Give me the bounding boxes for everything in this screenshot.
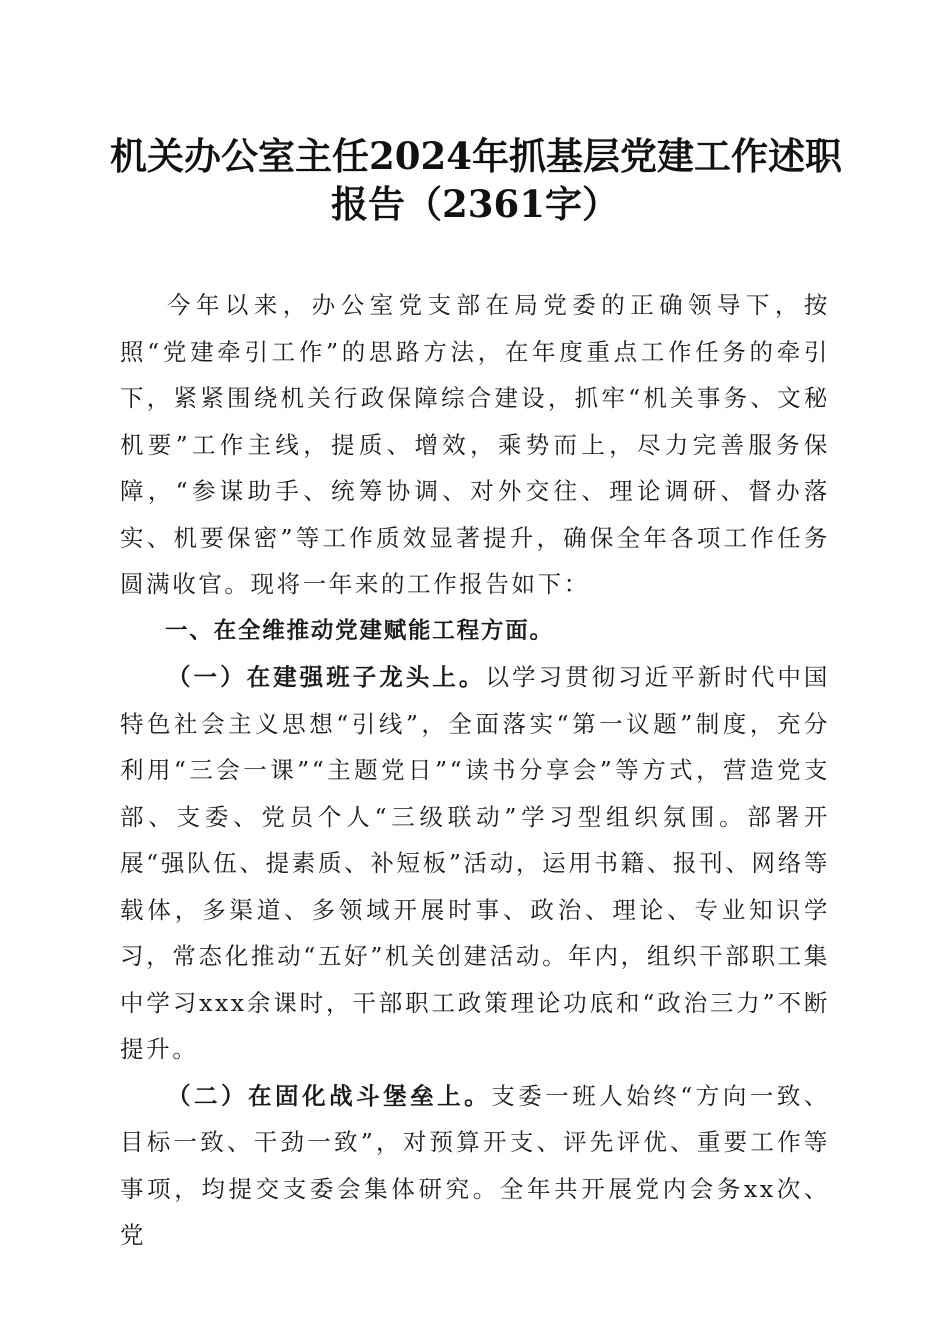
section-1-heading: 一、在全维推动党建赋能工程方面。 <box>165 617 554 644</box>
item-2-text: 支委一班人始终“方向一致、目标一致、干劲一致”，对预算开支、评先评优、重要工作等事项，均提交支委会集体研究。全年共开展党内会务xx次、党 <box>120 1081 830 1249</box>
item-1-text: 以学习贯彻习近平新时代中国特色社会主义思想“引线”，全面落实“第一议题”制度，充分利用“三会一课”“主题党日”“读书分享会”等方式，营造党支部、支委、党员个人“三级联动”学习型组织氛围。部署开展“强队伍、提素质、补短板”活动，运用书籍、报刊、网络等载体，多渠道、多领域开展时事、政治、理论、专业知识学习，常态化推动“五好”机关创建活动。年内，组织干部职工集中学习xxx余课时，干部职工政策理论功底和“政治三力”不断提升。 <box>120 663 830 1063</box>
intro-paragraph: 今年以来，办公室党支部在局党委的正确领导下，按照“党建牵引工作”的思路方法，在年度重点工作任务的牵引下，紧紧围绕机关行政保障综合建设，抓牢“机关事务、文秘机要”工作主线，提质、增效，乘势而上，尽力完善服务保障，“参谋助手、统筹协调、对外交往、理论调研、督办落实、机要保密”等工作质效显著提升，确保全年各项工作任务圆满收官。现将一年来的工作报告如下： <box>120 291 830 598</box>
item-1-lead: （一）在建强班子龙头上。 <box>167 663 486 691</box>
item-2-paragraph <box>120 1073 830 1259</box>
title-line-2: 报告（2361字） <box>331 182 619 226</box>
item-1-paragraph <box>120 654 830 1073</box>
document-body <box>120 282 830 1259</box>
document-title <box>110 132 840 228</box>
title-line-1: 机关办公室主任2024年抓基层党建工作述职 <box>110 134 842 178</box>
item-2-lead: （二）在固化战斗堡垒上。 <box>167 1081 492 1110</box>
